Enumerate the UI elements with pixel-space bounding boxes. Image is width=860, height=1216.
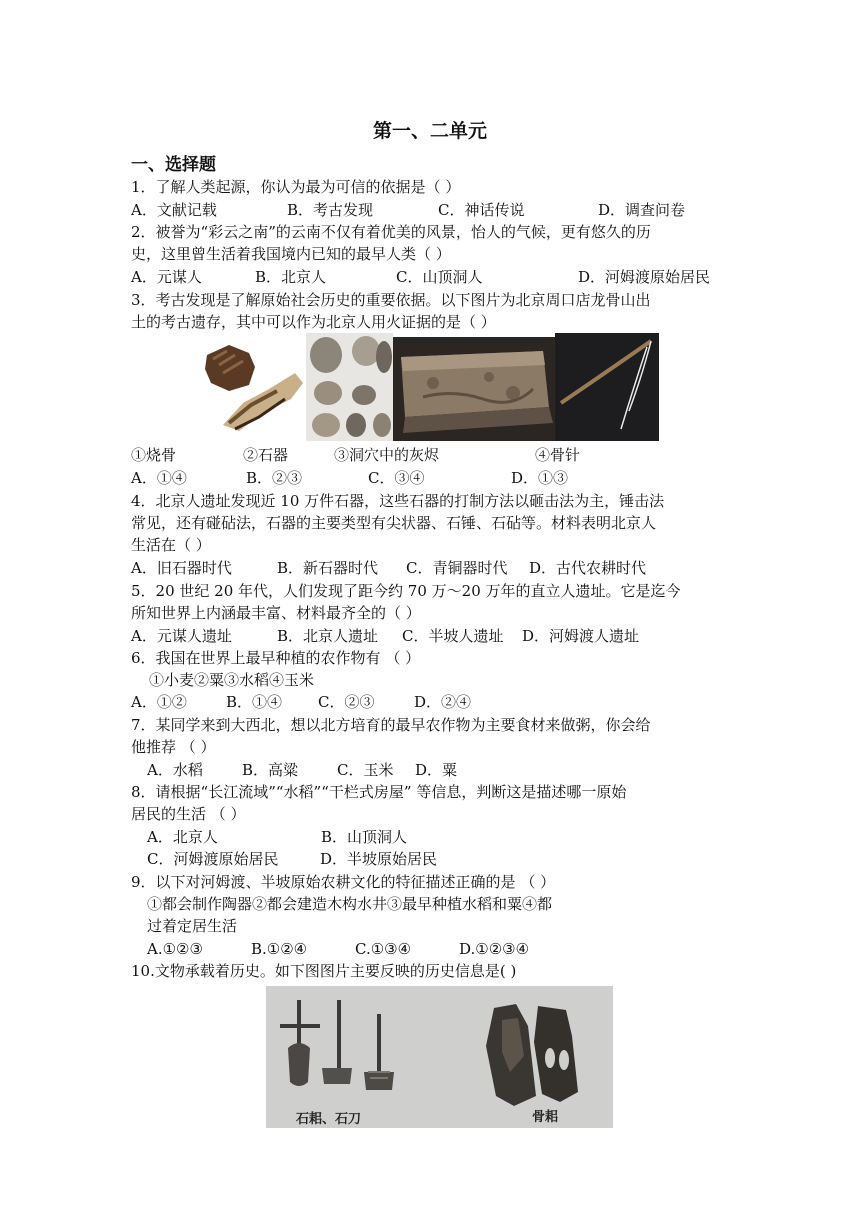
q6-option-c: C．②③ (318, 693, 375, 711)
q6-choices: ①小麦②粟③水稻④玉米 (149, 671, 315, 689)
q9-option-c: C.①③④ (355, 940, 412, 958)
q4-stem-line2: 常见，还有碰砧法，石器的主要类型有尖状器、石锤、石砧等。材料表明北京人 (131, 514, 657, 532)
q9-choices-line1: ①都会制作陶器②都会建造木构水井③最早种植水稻和粟④都 (147, 895, 553, 913)
q5-option-a: A．元谋人遗址 (131, 627, 232, 645)
q5-option-c: C．半坡人遗址 (402, 627, 504, 645)
q3-option-a: A．①④ (131, 469, 187, 487)
q8-option-c: C．河姆渡原始居民 (147, 850, 279, 868)
q7-option-c: C．玉米 (337, 761, 394, 779)
q4-option-a: A．旧石器时代 (131, 559, 232, 577)
q2-option-d: D．河姆渡原始居民 (578, 268, 711, 286)
q7-stem-line2: 他推荐 （ ） (131, 738, 216, 756)
bone-si-caption: 骨耜 (532, 1110, 559, 1125)
q10-stem: 10.文物承载着历史。如下图图片主要反映的历史信息是( ) (131, 962, 517, 980)
q9-option-b: B.①②④ (251, 940, 308, 958)
q7-option-a: A．水稻 (147, 761, 203, 779)
cave-ash-photo (393, 337, 555, 441)
q2-option-a: A．元谋人 (131, 268, 202, 286)
q4-option-d: D．古代农耕时代 (529, 559, 647, 577)
q5-stem-line1: 5．20 世纪 20 年代，人们发现了距今约 70 万～20 万年的直立人遗址。它是迄今 (131, 582, 681, 600)
q3-option-d: D．①③ (511, 469, 569, 487)
bone-needle-photo (555, 333, 659, 441)
q9-option-a: A.①②③ (147, 940, 203, 958)
q9-option-d: D.①②③④ (459, 940, 530, 958)
burnt-bone-photo (199, 333, 306, 441)
q2-option-c: C．山顶洞人 (396, 268, 483, 286)
q6-option-a: A．①② (131, 693, 187, 711)
q8-option-d: D．半坡原始居民 (320, 850, 438, 868)
q6-option-b: B．①④ (226, 693, 283, 711)
farming-tools-photo (266, 986, 613, 1128)
q1-option-b: B．考古发现 (287, 201, 374, 219)
q8-stem-line1: 8．请根据“长江流域”“水稻”“干栏式房屋” 等信息，判断这是描述哪一原始 (131, 783, 627, 801)
q4-option-b: B．新石器时代 (277, 559, 379, 577)
page-title: 第一、二单元 (372, 120, 487, 142)
stone-tools-caption: 石耜、石刀 (296, 1112, 362, 1127)
q2-stem-line2: 史，这里曾生活着我国境内已知的最早人类（ ） (131, 245, 451, 263)
q7-option-b: B．高粱 (242, 761, 299, 779)
q3-stem-line1: 3．考古发现是了解原始社会历史的重要依据。以下图片为北京周口店龙骨山出 (131, 291, 651, 309)
q8-option-a: A．北京人 (147, 828, 218, 846)
q1-option-a: A．文献记载 (131, 201, 217, 219)
q3-label-4: ④骨针 (535, 446, 581, 464)
q4-option-c: C．青铜器时代 (406, 559, 508, 577)
stone-tools-photo (306, 333, 393, 441)
section-heading: 一、选择题 (131, 155, 216, 175)
q7-stem-line1: 7．某同学来到大西北，想以北方培育的最早农作物为主要食材来做粥，你会给 (131, 716, 651, 734)
q9-choices-line2: 过着定居生活 (147, 917, 238, 935)
q5-option-b: B．北京人遗址 (277, 627, 379, 645)
q3-label-2: ②石器 (243, 446, 289, 464)
q5-option-d: D．河姆渡人遗址 (522, 627, 640, 645)
q3-label-3: ③洞穴中的灰烬 (334, 446, 440, 464)
q6-stem: 6．我国在世界上最早种植的农作物有 （ ） (131, 649, 421, 667)
q5-stem-line2: 所知世界上内涵最丰富、材料最齐全的（ ） (131, 604, 421, 622)
q7-option-d: D．粟 (415, 761, 458, 779)
q3-option-c: C．③④ (368, 469, 425, 487)
q8-option-b: B．山顶洞人 (321, 828, 408, 846)
q1-option-c: C．神话传说 (438, 201, 525, 219)
q4-stem-line1: 4．北京人遗址发现近 10 万件石器，这些石器的打制方法以砸击法为主，锤击法 (131, 492, 665, 510)
q3-stem-line2: 土的考古遗存，其中可以作为北京人用火证据的是（ ） (131, 313, 496, 331)
q3-label-1: ①烧骨 (131, 446, 177, 464)
q4-stem-line3: 生活在（ ） (131, 536, 211, 554)
q6-option-d: D．②④ (414, 693, 472, 711)
q1-stem: 1．了解人类起源，你认为最为可信的依据是（ ） (131, 178, 461, 196)
q1-option-d: D．调查问卷 (598, 201, 686, 219)
q2-stem-line1: 2．被誉为“彩云之南”的云南不仅有着优美的风景，怡人的气候，更有悠久的历 (131, 223, 651, 241)
q2-option-b: B．北京人 (255, 268, 327, 286)
q8-stem-line2: 居民的生活 （ ） (131, 805, 246, 823)
q3-option-b: B．②③ (246, 469, 303, 487)
q9-stem: 9．以下对河姆渡、半坡原始农耕文化的特征描述正确的是 （ ） (131, 873, 556, 891)
